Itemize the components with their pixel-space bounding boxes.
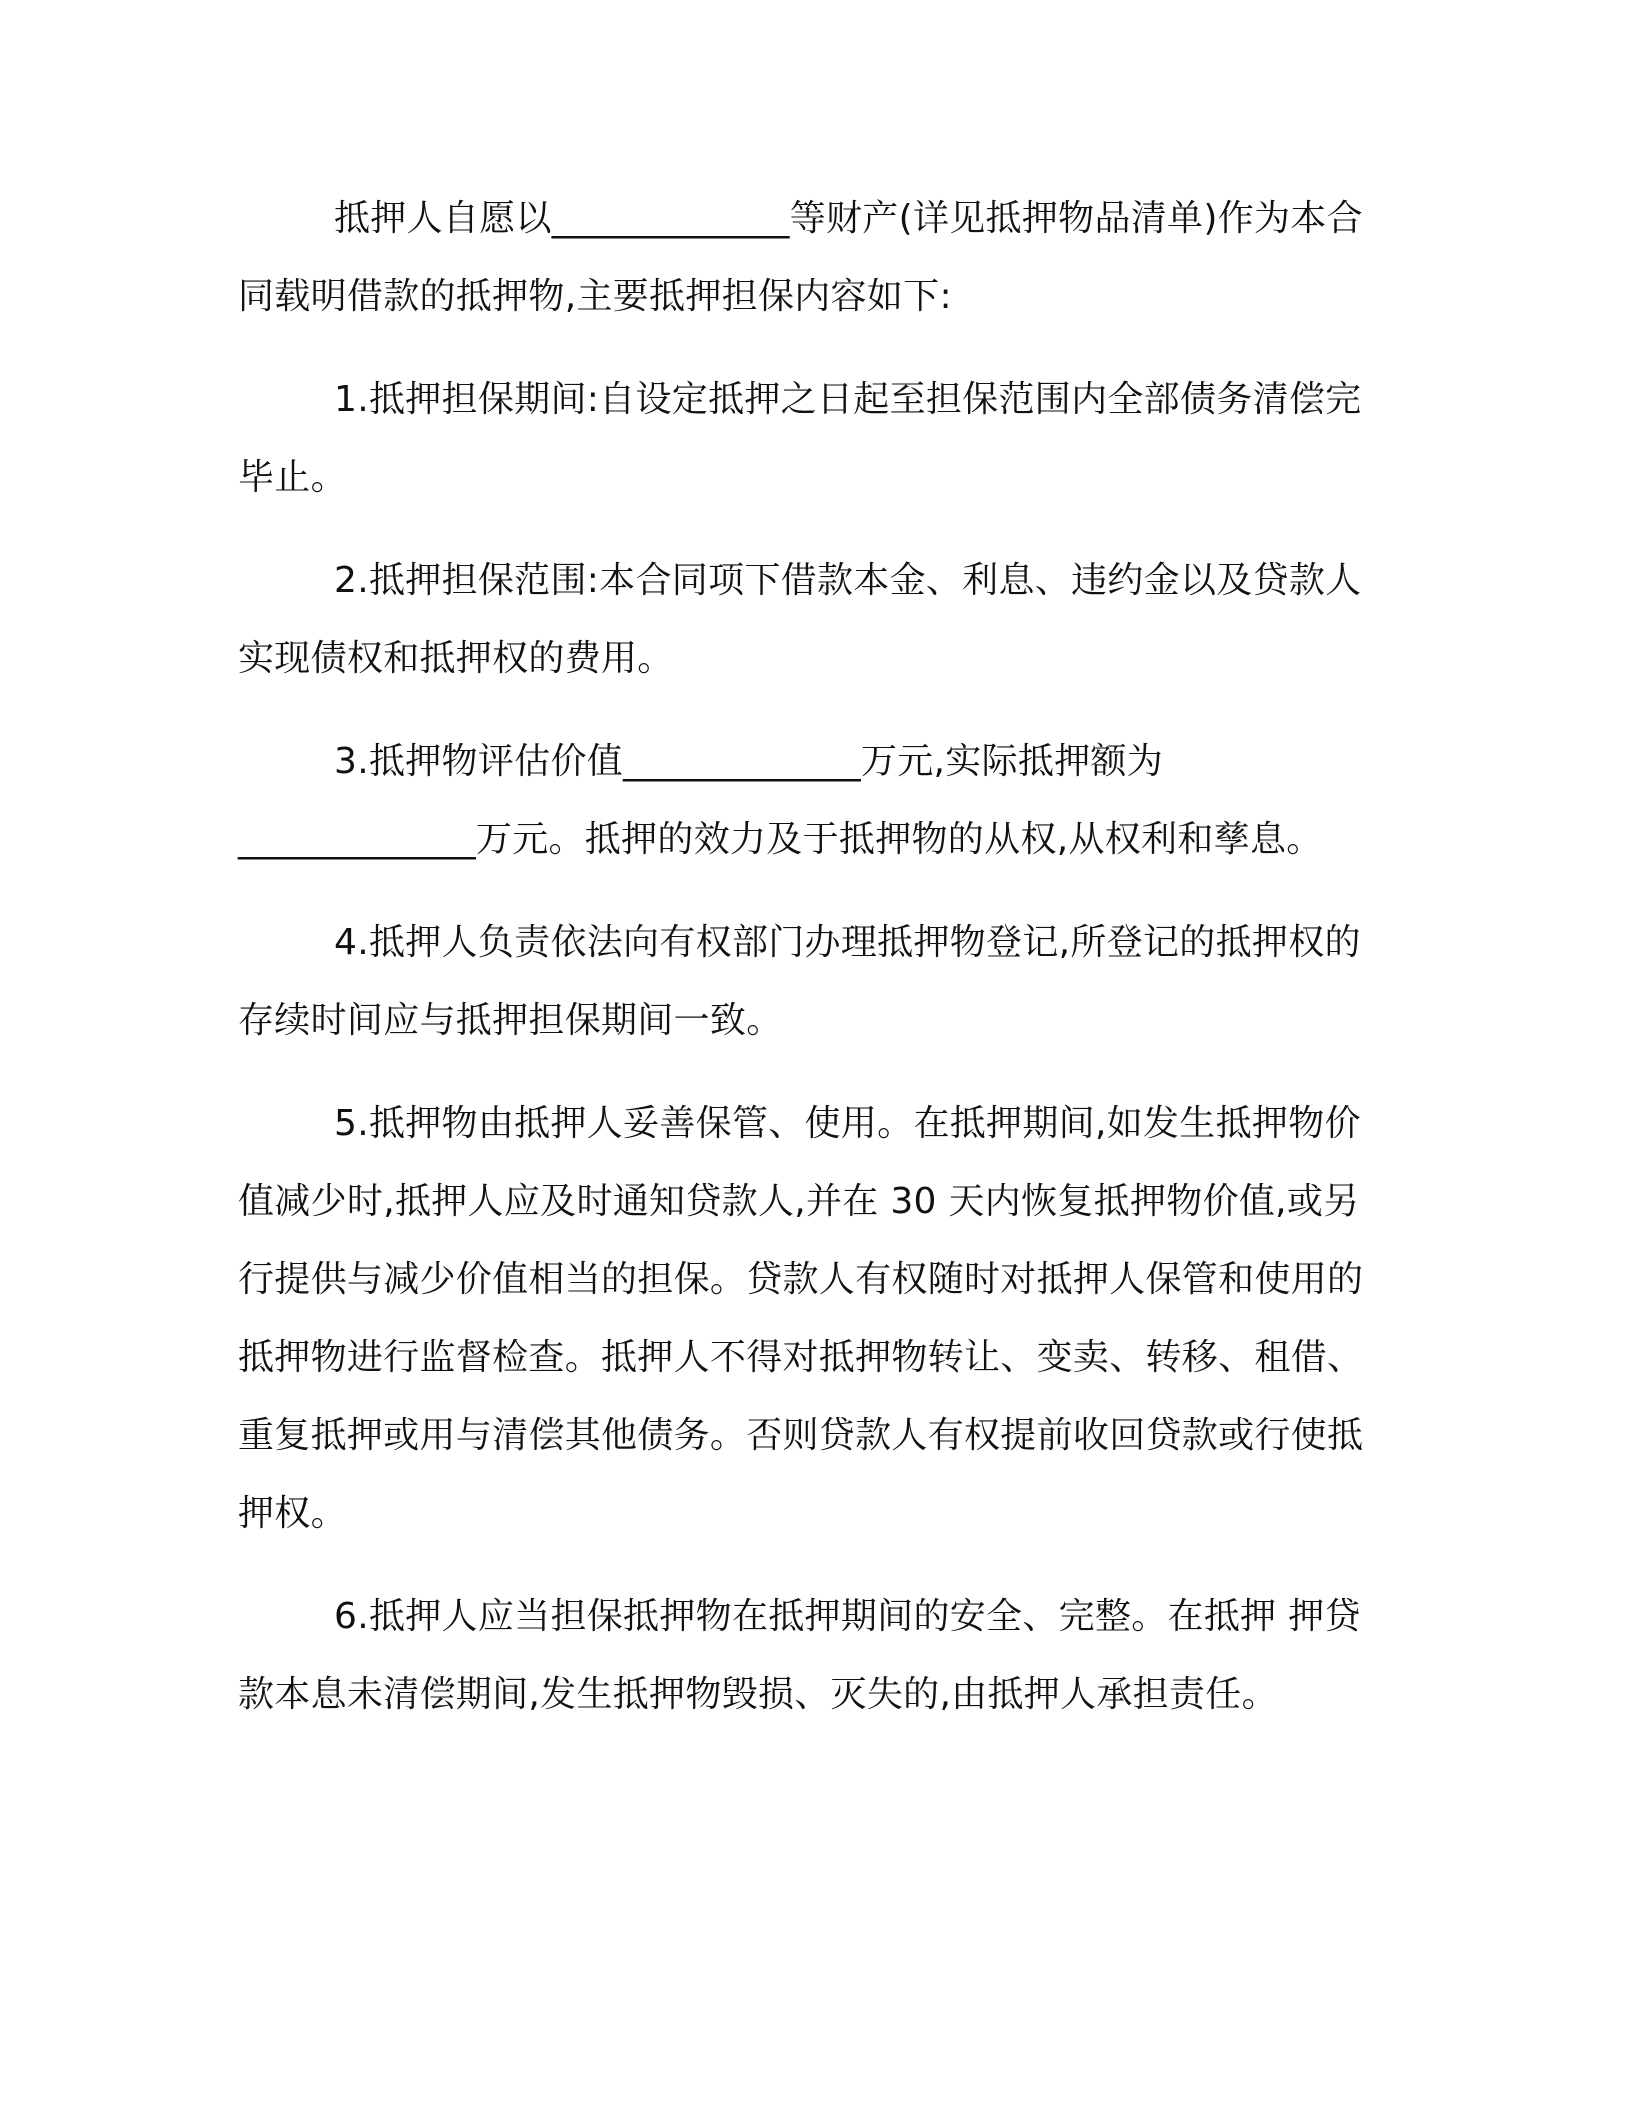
paragraph-clause-6: 6.抵押人应当担保抵押物在抵押期间的安全、完整。在抵押 押贷款本息未清偿期间,发生抵押物毁损、灭失的,由抵押人承担责任。 <box>238 1596 1361 1715</box>
paragraph-clause-1: 1.抵押担保期间:自设定抵押之日起至担保范围内全部债务清偿完毕止。 <box>238 379 1362 498</box>
paragraph-intro: 抵押人自愿以_____________等财产(详见抵押物品清单)作为本合同载明借款的抵押物,主要抵押担保内容如下: <box>238 198 1363 317</box>
paragraph-clause-5: 5.抵押物由抵押人妥善保管、使用。在抵押期间,如发生抵押物价值减少时,抵押人应及时通知贷款人,并在 30 天内恢复抵押物价值,或另行提供与减少价值相当的担保。贷款人有权随时对抵押人保管和使用的抵押物进行监督检查。抵押人不得对抵押物转让、变卖、转移、租借、重复抵押或用与清偿其他债务。否则贷款人有权提前收回贷款或行使抵押权。 <box>238 1103 1364 1534</box>
paragraph-clause-3: 3.抵押物评估价值_____________万元,实际抵押额为_____________万元。抵押的效力及于抵押物的从权,从权利和孳息。 <box>238 741 1323 860</box>
paragraph-clause-4: 4.抵押人负责依法向有权部门办理抵押物登记,所登记的抵押权的存续时间应与抵押担保期间一致。 <box>238 922 1361 1041</box>
paragraph-clause-2: 2.抵押担保范围:本合同项下借款本金、利息、违约金以及贷款人实现债权和抵押权的费用。 <box>238 560 1362 679</box>
